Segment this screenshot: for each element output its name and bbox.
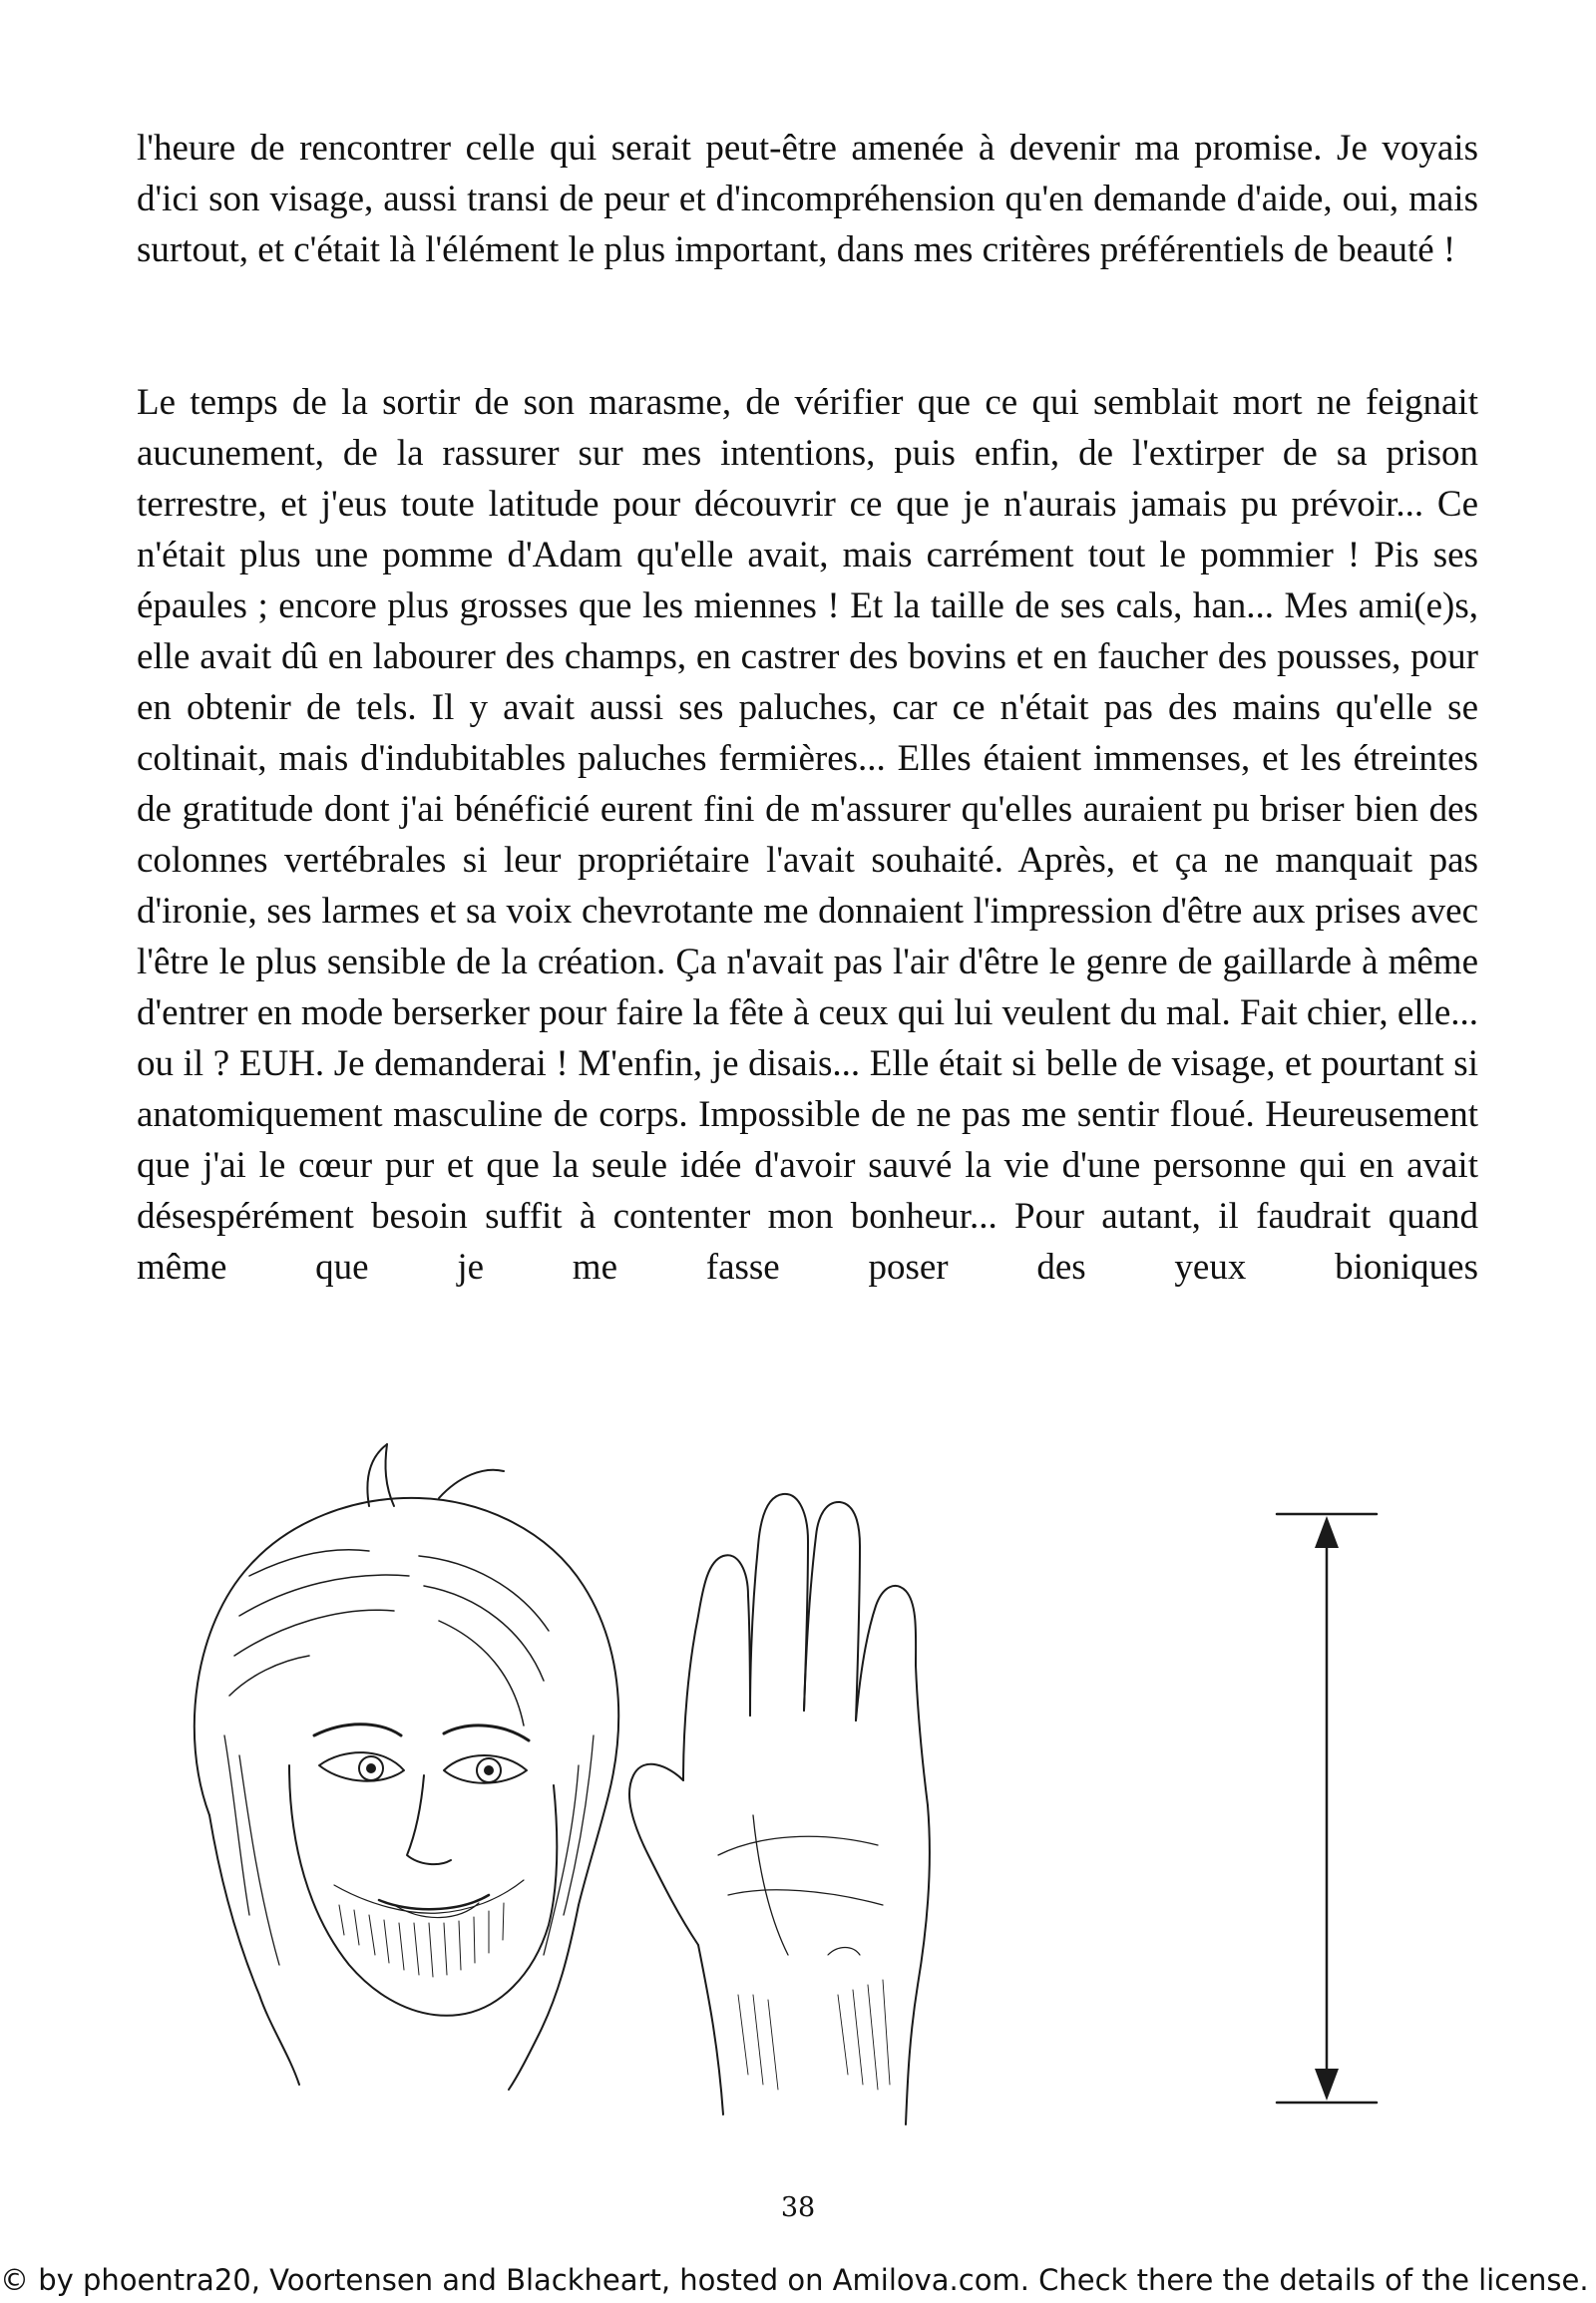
- paragraph-1: l'heure de rencontrer celle qui serait peut-être amenée à devenir ma promise. Je voyais d'ici son visage, aussi transi de peur et d'incompréhension qu'en demande d'aide, oui, mais surtout, et c'était là l'élément le plus important, dans mes critères préférentiels de beauté !: [137, 128, 1478, 270]
- illustration-face-hand-scale: [140, 1436, 1466, 2154]
- license-footer: © by phoentra20, Voortensen and Blackheart, hosted on Amilova.com. Check there the details of the license.: [0, 2263, 1589, 2297]
- height-scale-arrow: [1277, 1514, 1377, 2103]
- page-number: 38: [780, 2192, 816, 2223]
- paragraph-2: Le temps de la sortir de son marasme, de vérifier que ce qui semblait mort ne feignait aucunement, de la rassurer sur mes intentions, puis enfin, de l'extirper de sa prison terrestre, et j'eus toute latitude pour découvrir ce que je n'aurais jamais pu prévoir... Ce n'était plus une pomme d'Adam qu'elle avait, mais carrément tout le pommier ! Pis ses épaules ; encore plus grosses que les miennes ! Et la taille de ses cals, han... Mes ami(e)s, elle avait dû en labourer des champs, en castrer des bovins et en faucher des pousses, pour en obtenir de tels. Il y avait aussi ses paluches, car ce n'était pas des mains qu'elle se coltinait, mais d'indubitables paluches fermières... Elles étaient immenses, et les étreintes de gratitude dont j'ai bénéficié eurent fini de m'assurer qu'elles auraient pu briser bien des colonnes vertébrales si leur propriétaire l'avait souhaité. Après, et ça ne manquait pas d'ironie, ses larmes et sa voix chevrotante me donnaient l'impression d'être aux prises avec l'être le plus sensible de la création. Ça n'avait pas l'air d'être le genre de gaillarde à même d'entrer en mode berserker pour faire la fête à ceux qui lui veulent du mal. Fait chier, elle... ou il ? EUH. Je demanderai ! M'enfin, je disais... Elle était si belle de visage, et pourtant si anatomiquement masculine de corps. Impossible de ne pas me sentir floué. Heureusement que j'ai le cœur pur et que la seule idée d'avoir sauvé la vie d'une personne qui en avait désespérément besoin suffit à contenter mon bonheur... Pour autant, il faudrait quand même que je me fasse poser des yeux bioniques: [137, 382, 1478, 1288]
- open-hand-drawing: [629, 1494, 930, 2124]
- bearded-face-drawing: [195, 1444, 618, 2090]
